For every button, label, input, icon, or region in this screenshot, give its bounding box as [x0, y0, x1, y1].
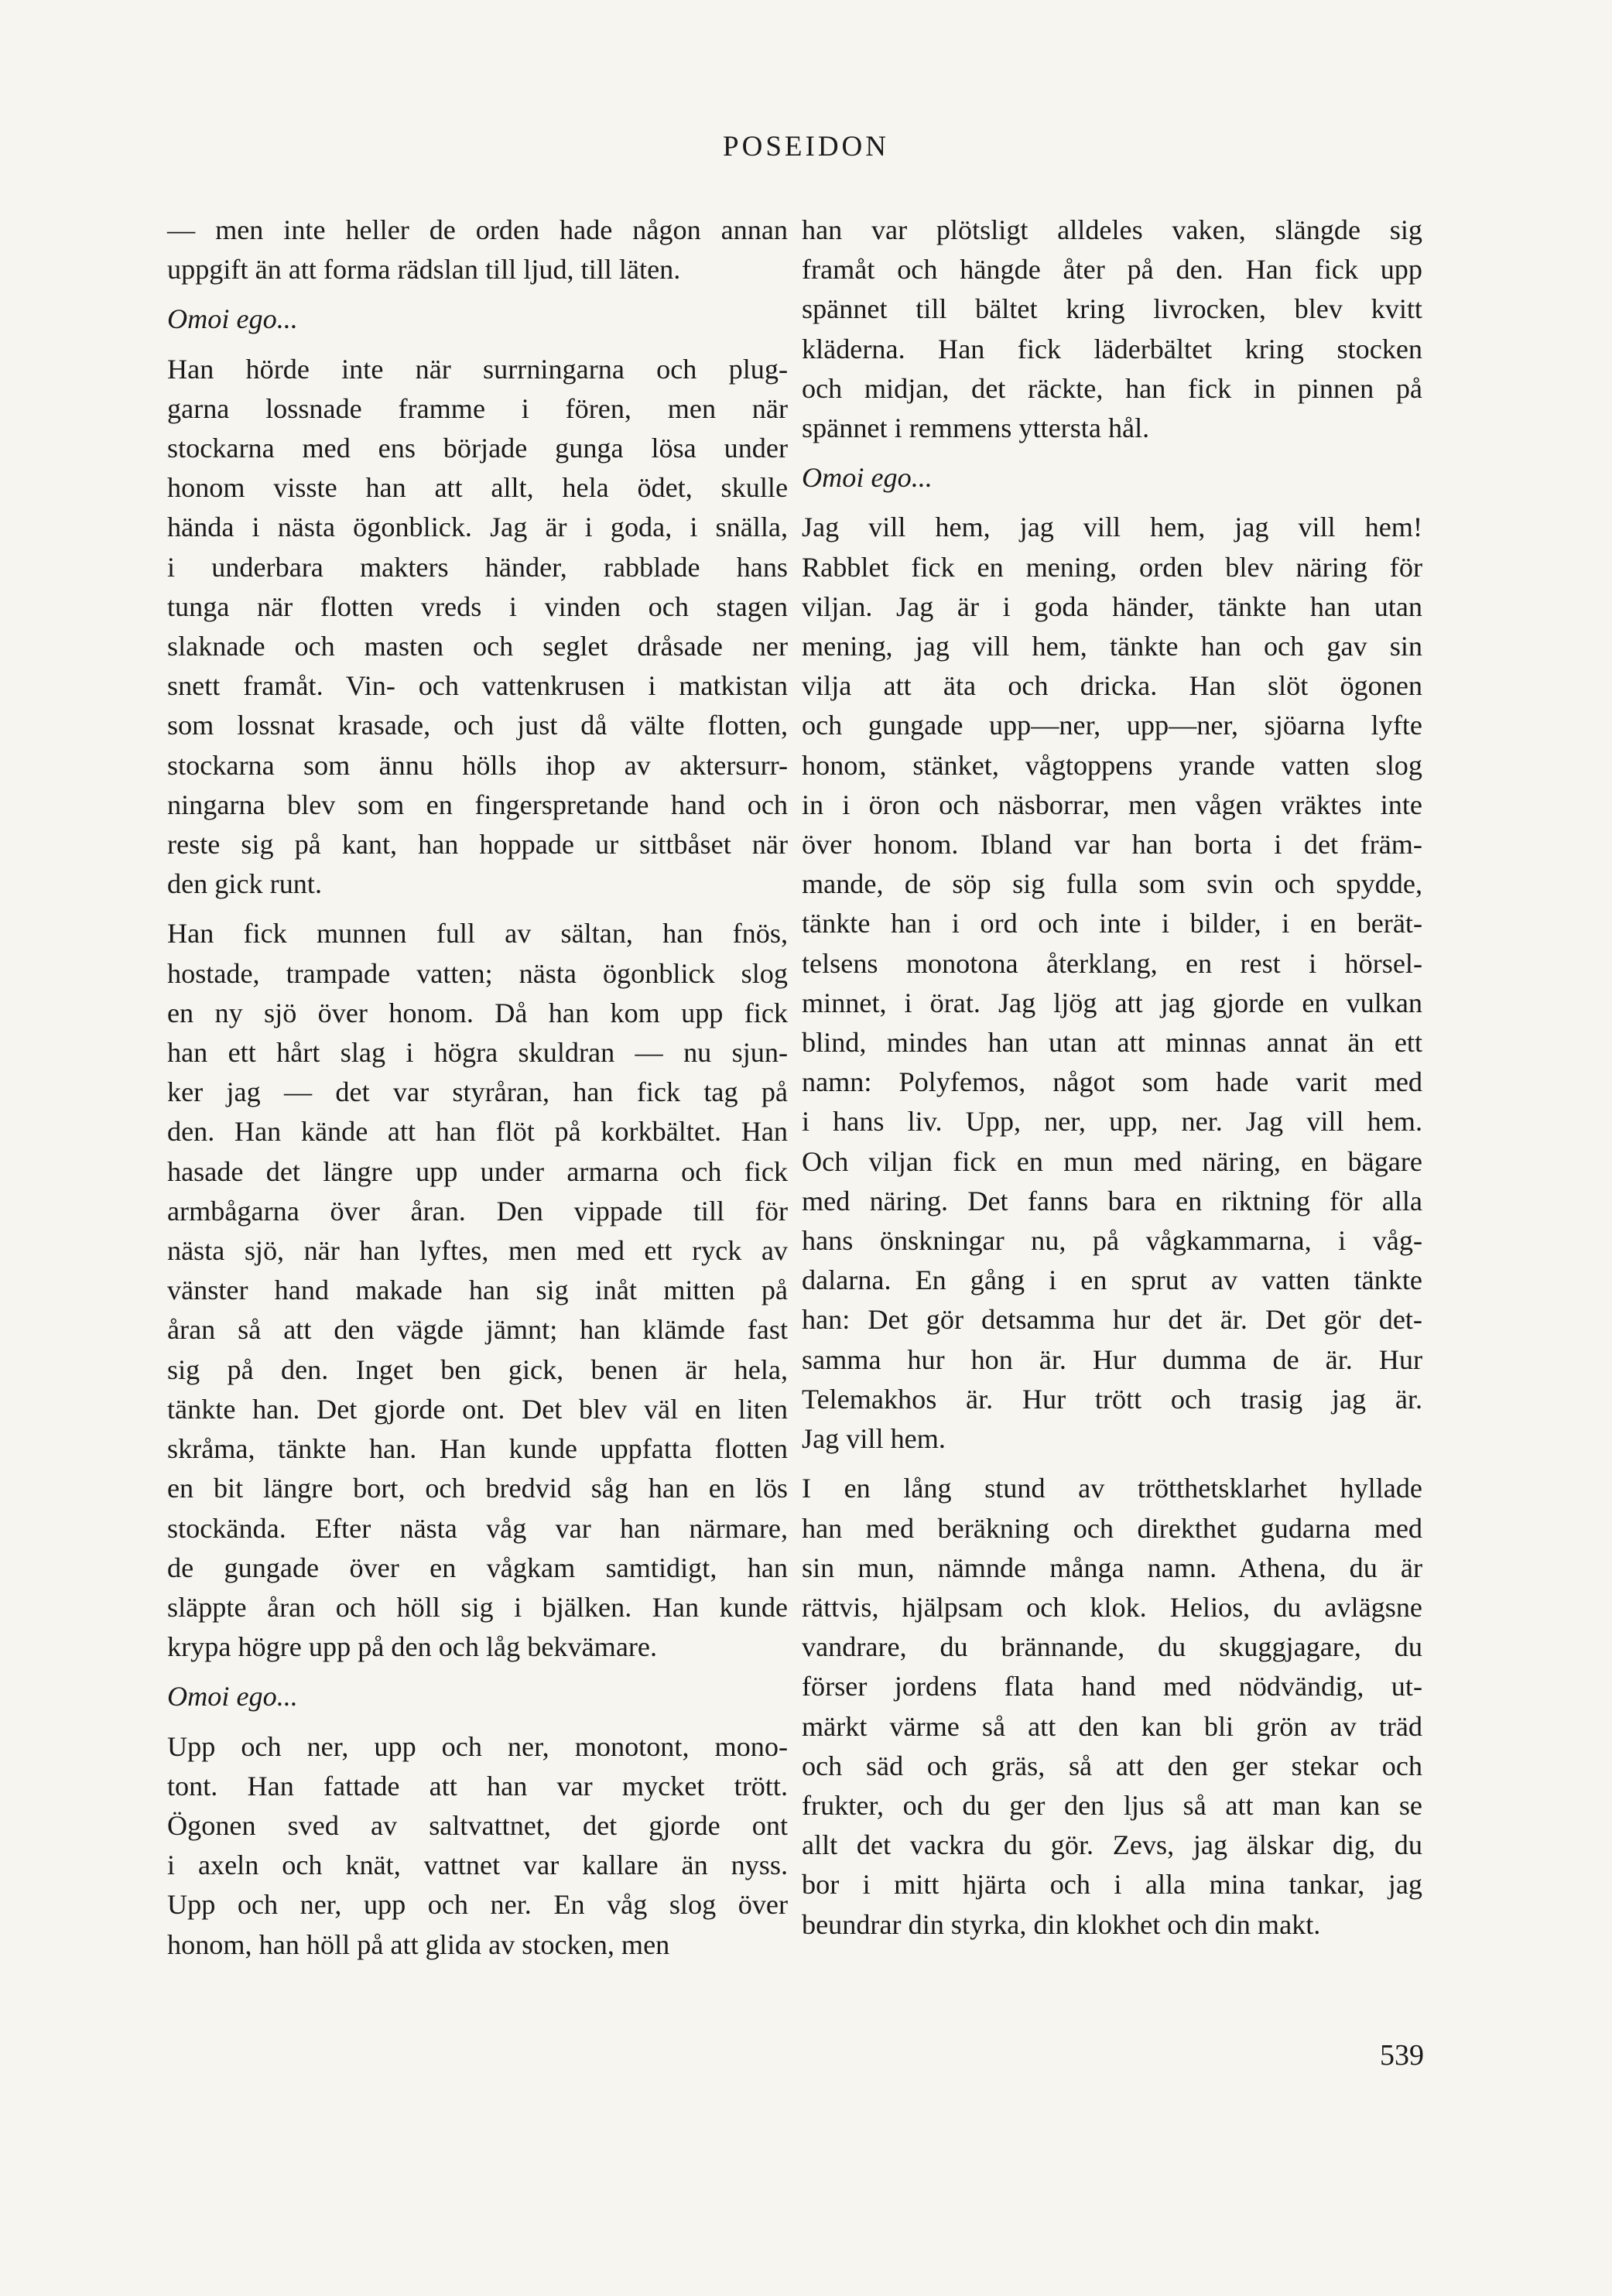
text-line: Telemakhos är. Hur trött och trasig jag är. — [802, 1383, 1422, 1415]
page-number: 539 — [1380, 2039, 1424, 2072]
text-line: stockända. Efter nästa våg var han närmare, — [167, 1512, 788, 1544]
text-line: Omoi ego... — [802, 462, 933, 494]
text-line: uppgift än att forma rädslan till ljud, till läten. — [167, 254, 681, 286]
text-line: frukter, och du ger den ljus så att man kan se — [802, 1789, 1422, 1821]
text-line: telsens monotona återklang, en rest i hörsel- — [802, 947, 1422, 979]
text-line: och säd och gräs, så att den ger stekar och — [802, 1750, 1422, 1781]
paragraph — [802, 1469, 1422, 1944]
text-line: Omoi ego... — [167, 1681, 298, 1713]
text-line: Och viljan fick en mun med näring, en bägare — [802, 1145, 1422, 1177]
text-line: som lossnat krasade, och just då välte flotten, — [167, 710, 788, 741]
text-line: beundrar din styrka, din klokhet och din makt. — [802, 1908, 1321, 1940]
text-line: sin mun, nämnde många namn. Athena, du är — [802, 1552, 1422, 1583]
text-line: hostade, trampade vatten; nästa ögonblick slog — [167, 957, 788, 989]
text-line: armbågarna över åran. Den vippade till för — [167, 1195, 788, 1227]
text-line: honom visste han att allt, hela ödet, skulle — [167, 472, 788, 504]
text-line: samma hur hon är. Hur dumma de är. Hur — [802, 1343, 1422, 1375]
text-line: förser jordens flata hand med nödvändig, ut- — [802, 1671, 1422, 1702]
text-line: och midjan, det räckte, han fick in pinnen på — [802, 372, 1422, 404]
text-line: tänkte han. Det gjorde ont. Det blev väl en liten — [167, 1393, 788, 1425]
text-line: viljan. Jag är i goda händer, tänkte han utan — [802, 590, 1422, 622]
text-line: honom, stänket, vågtoppens yrande vatten slog — [802, 749, 1422, 781]
text-line: Upp och ner, upp och ner, monotont, mono- — [167, 1730, 788, 1762]
text-line: mening, jag vill hem, tänkte han och gav sin — [802, 631, 1422, 662]
text-line: han med beräkning och direkthet gudarna med — [802, 1512, 1422, 1544]
text-line: allt det vackra du gör. Zevs, jag älskar dig, du — [802, 1829, 1422, 1861]
text-line: den. Han kände att han flöt på korkbältet. Han — [167, 1116, 788, 1148]
text-line: spännet till bältet kring livrocken, blev kvitt — [802, 293, 1422, 325]
text-line: minnet, i örat. Jag ljög att jag gjorde en vulkan — [802, 987, 1422, 1018]
text-line: vilja att äta och dricka. Han slöt ögonen — [802, 670, 1422, 702]
text-line: Upp och ner, upp och ner. En våg slog över — [167, 1889, 788, 1921]
text-line: han var plötsligt alldeles vaken, slängde sig — [802, 214, 1422, 245]
text-line: Han fick munnen full av sältan, han fnös, — [167, 918, 788, 950]
refrain-line — [802, 458, 1422, 498]
text-line: kläderna. Han fick läderbältet kring stocken — [802, 333, 1422, 364]
text-line: snett framåt. Vin- och vattenkrusen i matkistan — [167, 670, 788, 702]
text-line: han ett hårt slag i högra skuldran — nu sjun- — [167, 1037, 788, 1069]
text-line: skråma, tänkte han. Han kunde uppfatta flotten — [167, 1433, 788, 1465]
text-line: vandrare, du brännande, du skuggjagare, du — [802, 1631, 1422, 1663]
text-line: mande, de söp sig fulla som svin och spydde, — [802, 868, 1422, 900]
text-line: Jag vill hem, jag vill hem, jag vill hem! — [802, 512, 1422, 543]
text-line: slaknade och masten och seglet dråsade ner — [167, 631, 788, 662]
text-line: med näring. Det fanns bara en riktning för alla — [802, 1185, 1422, 1216]
paragraph — [802, 210, 1422, 448]
running-head: POSEIDON — [723, 131, 889, 163]
paragraph — [167, 1727, 788, 1965]
text-line: ningarna blev som en fingerspretande hand och — [167, 789, 788, 820]
text-line: stockarna som ännu hölls ihop av aktersurr- — [167, 749, 788, 781]
paragraph — [167, 914, 788, 1667]
text-line: bor i mitt hjärta och i alla mina tankar, jag — [802, 1869, 1422, 1901]
text-line: hasade det längre upp under armarna och fick — [167, 1155, 788, 1187]
text-line: vänster hand makade han sig inåt mitten på — [167, 1275, 788, 1306]
text-line: tont. Han fattade att han var mycket trött. — [167, 1770, 788, 1802]
text-line: honom, han höll på att glida av stocken, men — [167, 1928, 670, 1960]
text-line: namn: Polyfemos, något som hade varit med — [802, 1066, 1422, 1098]
text-line: spännet i remmens yttersta hål. — [802, 412, 1150, 444]
text-line: Han hörde inte när surrningarna och plug- — [167, 353, 788, 385]
text-line: tänkte han i ord och inte i bilder, i en berät- — [802, 908, 1422, 939]
text-line: hans önskningar nu, på vågkammarna, i våg- — [802, 1225, 1422, 1257]
text-line: han: Det gör detsamma hur det är. Det gör det- — [802, 1304, 1422, 1336]
text-line: I en lång stund av trötthetsklarhet hyllade — [802, 1473, 1422, 1504]
text-line: en bit längre bort, och bredvid såg han en lös — [167, 1473, 788, 1504]
text-line: i underbara makters händer, rabblade hans — [167, 551, 788, 583]
text-line: krypa högre upp på den och låg bekvämare. — [167, 1631, 658, 1663]
text-line: Rabblet fick en mening, orden blev näring för — [802, 551, 1422, 583]
text-line: sig på den. Inget ben gick, benen är hela, — [167, 1353, 788, 1385]
text-line: en ny sjö över honom. Då han kom upp fick — [167, 997, 788, 1028]
text-line: nästa sjö, när han lyftes, men med ett ryck av — [167, 1235, 788, 1267]
text-line: märkt värme så att den kan bli grön av träd — [802, 1710, 1422, 1742]
paragraph — [802, 508, 1422, 1459]
text-line: i hans liv. Upp, ner, upp, ner. Jag vill hem. — [802, 1106, 1422, 1138]
text-line: reste sig på kant, han hoppade ur sittbåset när — [167, 829, 788, 861]
text-line: in i öron och näsborrar, men vågen vräktes inte — [802, 789, 1422, 820]
text-line: garna lossnade framme i fören, men när — [167, 392, 788, 424]
text-line: den gick runt. — [167, 868, 322, 900]
text-line: åran så att den vägde jämnt; han klämde fast — [167, 1314, 788, 1346]
refrain-line — [167, 299, 788, 339]
text-line: framåt och hängde åter på den. Han fick upp — [802, 254, 1422, 286]
right-column — [802, 210, 1422, 1955]
refrain-line — [167, 1677, 788, 1716]
text-line: rättvis, hjälpsam och klok. Helios, du avlägsne — [802, 1591, 1422, 1623]
text-line: stockarna med ens började gunga lösa under — [167, 433, 788, 464]
text-line: de gungade över en vågkam samtidigt, han — [167, 1552, 788, 1583]
text-line: i axeln och knät, vattnet var kallare än nyss. — [167, 1849, 788, 1881]
paragraph — [167, 210, 788, 289]
text-line: Ögonen sved av saltvattnet, det gjorde ont — [167, 1809, 788, 1841]
text-line: och gungade upp—ner, upp—ner, sjöarna lyfte — [802, 710, 1422, 741]
paragraph — [167, 350, 788, 905]
text-line: dalarna. En gång i en sprut av vatten tänkte — [802, 1264, 1422, 1296]
text-line: hända i nästa ögonblick. Jag är i goda, i snälla, — [167, 512, 788, 543]
text-line: — men inte heller de orden hade någon annan — [167, 214, 788, 245]
text-line: släppte åran och höll sig i bjälken. Han kunde — [167, 1591, 788, 1623]
text-line: Jag vill hem. — [802, 1423, 946, 1455]
text-line: Omoi ego... — [167, 303, 298, 335]
text-line: tunga när flotten vreds i vinden och stagen — [167, 590, 788, 622]
text-line: över honom. Ibland var han borta i det främ- — [802, 829, 1422, 861]
left-column — [167, 210, 788, 1975]
text-line: ker jag — det var styråran, han fick tag på — [167, 1076, 788, 1108]
text-line: blind, mindes han utan att minnas annat än ett — [802, 1027, 1422, 1059]
